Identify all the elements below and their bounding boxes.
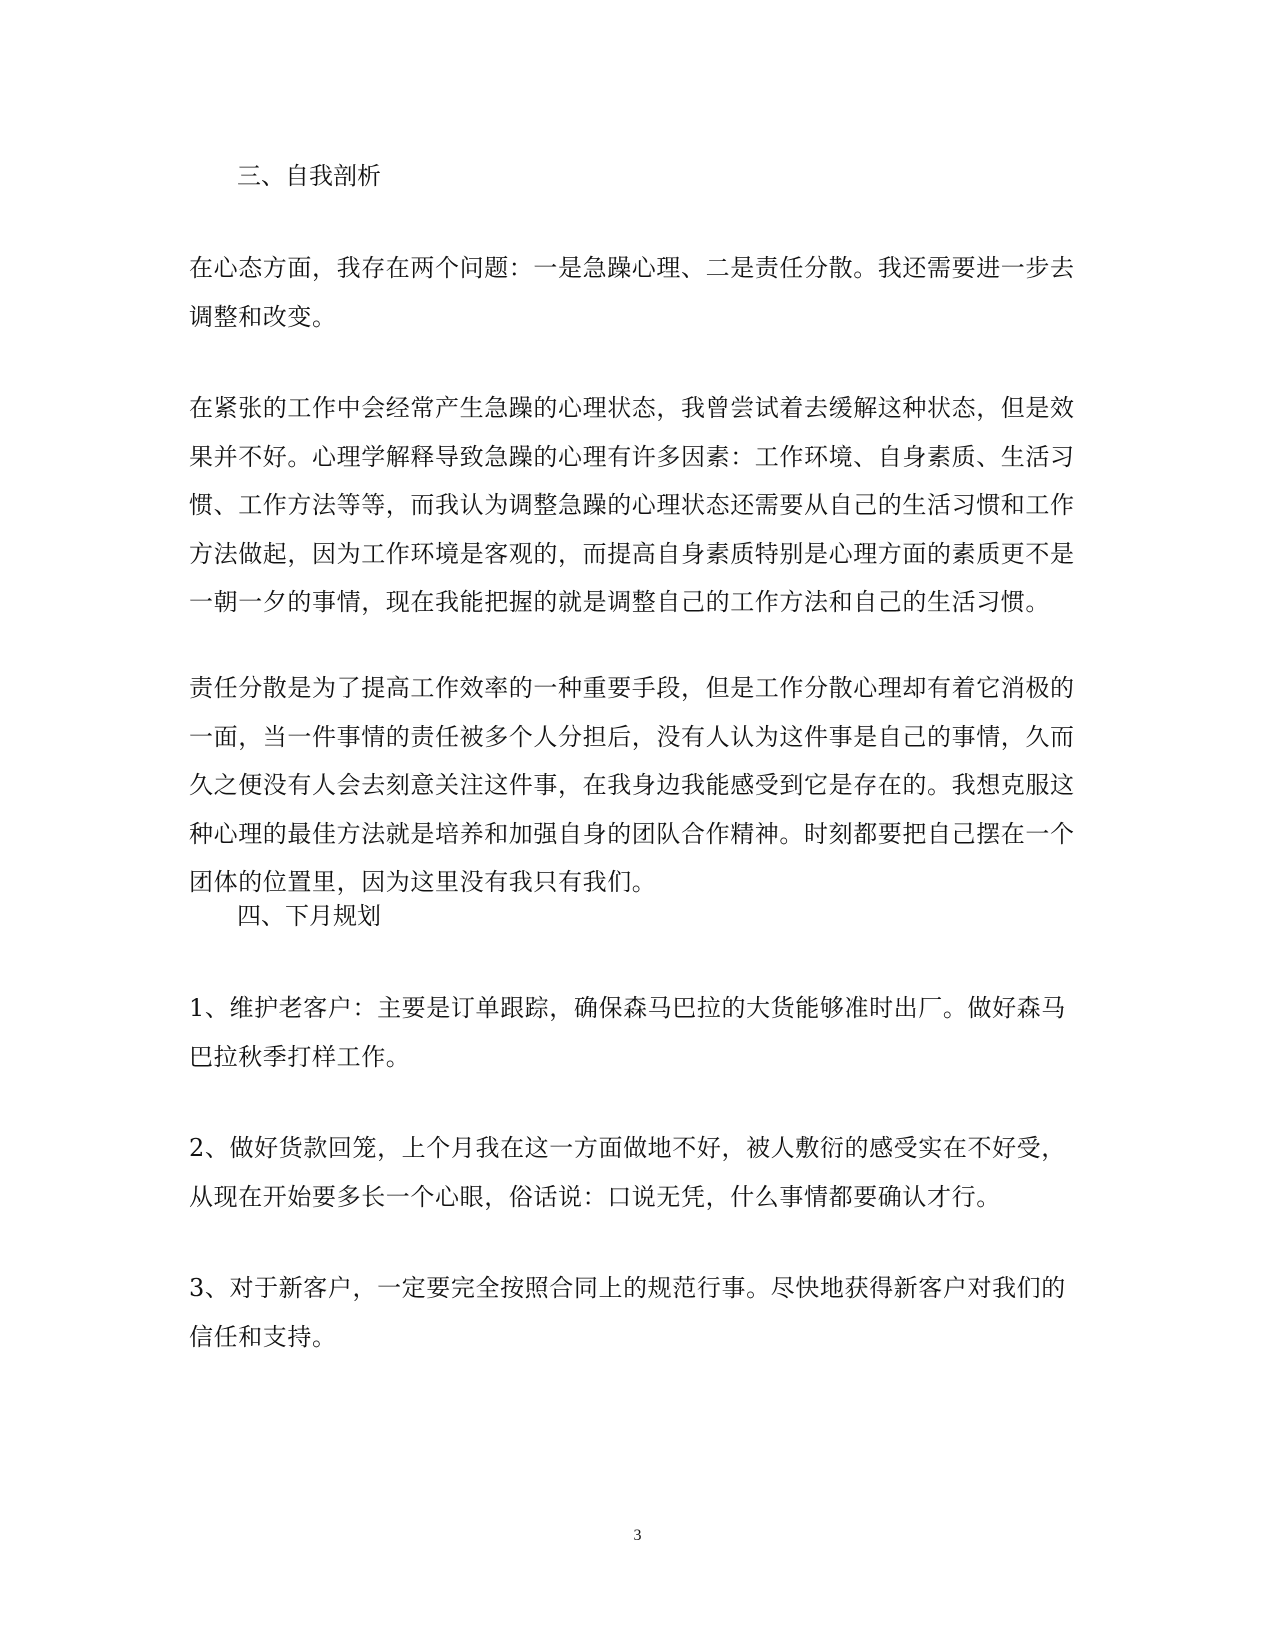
plan-item-3: 3、对于新客户，一定要完全按照合同上的规范行事。尽快地获得新客户对我们的信任和支持。 [189, 1274, 1066, 1351]
section-4-heading: 四、下月规划 [237, 902, 381, 930]
plan-item-1: 1、维护老客户：主要是订单跟踪，确保森马巴拉的大货能够准时出厂。做好森马巴拉秋季打样工作。 [189, 994, 1066, 1071]
section-3-heading: 三、自我剖析 [237, 162, 381, 190]
page-number: 3 [633, 1527, 642, 1544]
plan-item-2: 2、做好货款回笼，上个月我在这一方面做地不好，被人敷衍的感受实在不好受，从现在开始要多长一个心眼，俗话说：口说无凭，什么事情都要确认才行。 [189, 1134, 1066, 1211]
paragraph-responsibility: 责任分散是为了提高工作效率的一种重要手段，但是工作分散心理却有着它消极的一面，当一件事情的责任被多个人分担后，没有人认为这件事是自己的事情，久而久之便没有人会去刻意关注这件事，在我身边我能感受到它是存在的。我想克服这种心理的最佳方法就是培养和加强自身的团队合作精神。时刻都要把自己摆在一个团体的位置里，因为这里没有我只有我们。 [189, 674, 1075, 896]
paragraph-impatience: 在紧张的工作中会经常产生急躁的心理状态，我曾尝试着去缓解这种状态，但是效果并不好。心理学解释导致急躁的心理有许多因素：工作环境、自身素质、生活习惯、工作方法等等，而我认为调整急躁的心理状态还需要从自己的生活习惯和工作方法做起，因为工作环境是客观的，而提高自身素质特别是心理方面的素质更不是一朝一夕的事情，现在我能把握的就是调整自己的工作方法和自己的生活习惯。 [189, 394, 1075, 616]
paragraph-mindset: 在心态方面，我存在两个问题：一是急躁心理、二是责任分散。我还需要进一步去调整和改变。 [189, 254, 1075, 331]
